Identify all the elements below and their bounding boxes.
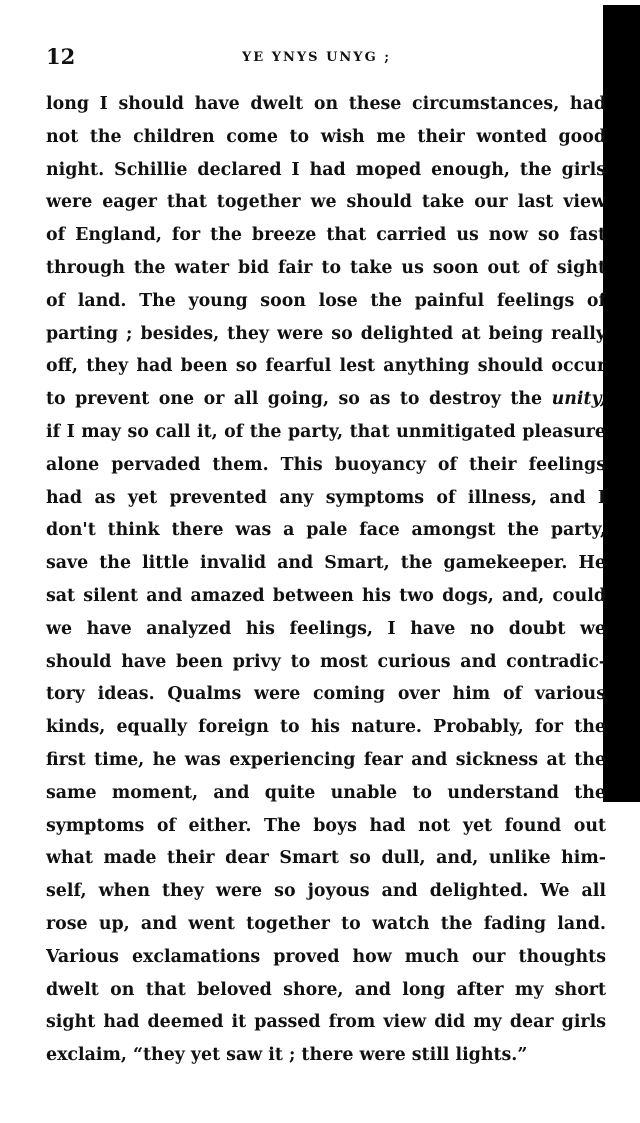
running-head: YE YNYS UNYG ; — [242, 50, 391, 65]
text-line: exclaim, “they yet saw it ; there were still lights.” — [46, 1045, 528, 1066]
italic-word: unity, — [551, 389, 607, 410]
text-line: same moment, and quite unable to understand the — [46, 782, 606, 803]
text-line: self, when they were so joyous and delighted. We all — [46, 881, 606, 902]
text-line: alone pervaded them. This buoyancy of their feelings — [46, 454, 606, 475]
text-line: had as yet prevented any symptoms of illness, and I — [46, 487, 606, 508]
text-line: should have been privy to most curious and contradic- — [46, 651, 606, 672]
text-line: dwelt on that beloved shore, and long after my short — [46, 979, 606, 1000]
text-line: Various exclamations proved how much our thoughts — [46, 946, 606, 967]
page-edge-shadow — [603, 5, 640, 802]
text-line — [46, 383, 606, 416]
text-line: of land. The young soon lose the painful feelings of — [46, 290, 606, 311]
text-line-start: to prevent one or all going, so as to destroy the — [46, 389, 543, 410]
text-line: not the children come to wish me their wonted good — [46, 126, 606, 147]
text-line: first time, he was experiencing fear and sickness at the — [46, 749, 606, 770]
text-line: off, they had been so fearful lest anything should occur — [46, 356, 606, 377]
text-line: tory ideas. Qualms were coming over him of various — [46, 684, 606, 705]
text-line: night. Schillie declared I had moped enough, the girls — [46, 159, 606, 180]
text-line: long I should have dwelt on these circumstances, had — [46, 94, 606, 114]
text-line: parting ; besides, they were so delighted at being really — [46, 323, 606, 344]
text-line: kinds, equally foreign to his nature. Probably, for the — [46, 717, 606, 738]
text-line: sat silent and amazed between his two dogs, and, could — [46, 585, 606, 606]
text-line: don't think there was a pale face amongst the party, — [46, 520, 606, 541]
text-line: we have analyzed his feelings, I have no doubt we — [46, 618, 606, 639]
text-line: were eager that together we should take our last view — [46, 192, 606, 213]
text-line: symptoms of either. The boys had not yet found out — [46, 815, 606, 836]
text-line: rose up, and went together to watch the fading land. — [46, 913, 606, 934]
page-header — [46, 42, 606, 76]
text-line: save the little invalid and Smart, the gamekeeper. He — [46, 553, 606, 574]
text-line: sight had deemed it passed from view did my dear girls — [46, 1012, 606, 1033]
text-line: what made their dear Smart so dull, and, unlike him- — [46, 848, 606, 869]
body-text — [46, 88, 606, 1072]
page-number: 12 — [46, 44, 76, 69]
text-line: through the water bid fair to take us soon out of sight — [46, 257, 606, 278]
text-line: of England, for the breeze that carried us now so fast — [46, 225, 606, 246]
text-line: if I may so call it, of the party, that unmitigated pleasure — [46, 421, 606, 442]
